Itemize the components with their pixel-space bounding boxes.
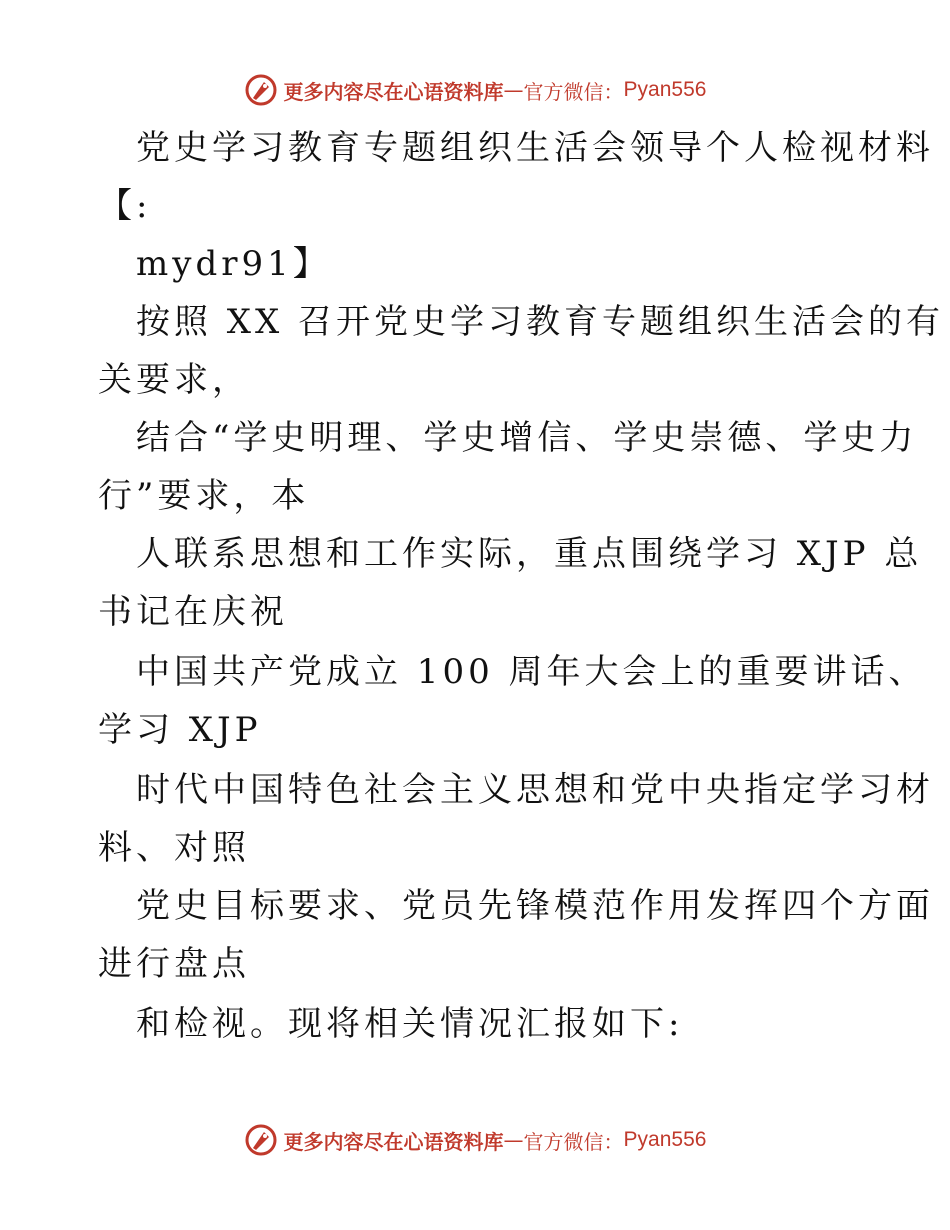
text-line: 按照 XX 召开党史学习教育专题组织生活会的有	[136, 302, 945, 342]
footer-banner	[0, 1120, 950, 1160]
pen-nib-logo-icon	[244, 1123, 278, 1157]
banner-wechat-id: Pyan556	[623, 78, 707, 101]
text-line: 时代中国特色社会主义思想和党中央指定学习材	[136, 770, 934, 810]
text-line: 书记在庆祝	[98, 592, 288, 632]
banner-site-name: 更多内容尽在心语资料库	[283, 79, 504, 104]
text-line: 【:	[98, 186, 152, 226]
text-line: 进行盘点	[98, 944, 250, 984]
banner-wechat-id: Pyan556	[623, 1128, 707, 1151]
banner-separator: —	[503, 78, 524, 102]
banner-site-name: 更多内容尽在心语资料库	[283, 1129, 504, 1154]
text-line: 结合“学史明理、学史增信、学史崇德、学史力	[136, 418, 918, 458]
text-line: mydr91】	[136, 244, 331, 284]
banner-wechat-label: 官方微信：	[523, 1129, 624, 1154]
pen-nib-logo-icon	[244, 73, 278, 107]
header-banner	[0, 70, 950, 110]
banner-wechat-label: 官方微信：	[523, 79, 624, 104]
text-line: 料、对照	[98, 828, 250, 868]
document-title: 党史学习教育专题组织生活会领导个人检视材料	[136, 128, 934, 168]
text-line: 党史目标要求、党员先锋模范作用发挥四个方面	[136, 886, 934, 926]
text-line: 中国共产党成立 100 周年大会上的重要讲话、	[136, 652, 927, 692]
banner-separator: —	[503, 1128, 524, 1152]
text-line: 人联系思想和工作实际，重点围绕学习 XJP 总	[136, 534, 923, 574]
text-line: 和检视。现将相关情况汇报如下:	[136, 1004, 684, 1044]
text-line: 关要求，	[98, 360, 250, 400]
text-line: 学习 XJP	[98, 710, 262, 750]
text-line: 行”要求，本	[98, 476, 310, 516]
